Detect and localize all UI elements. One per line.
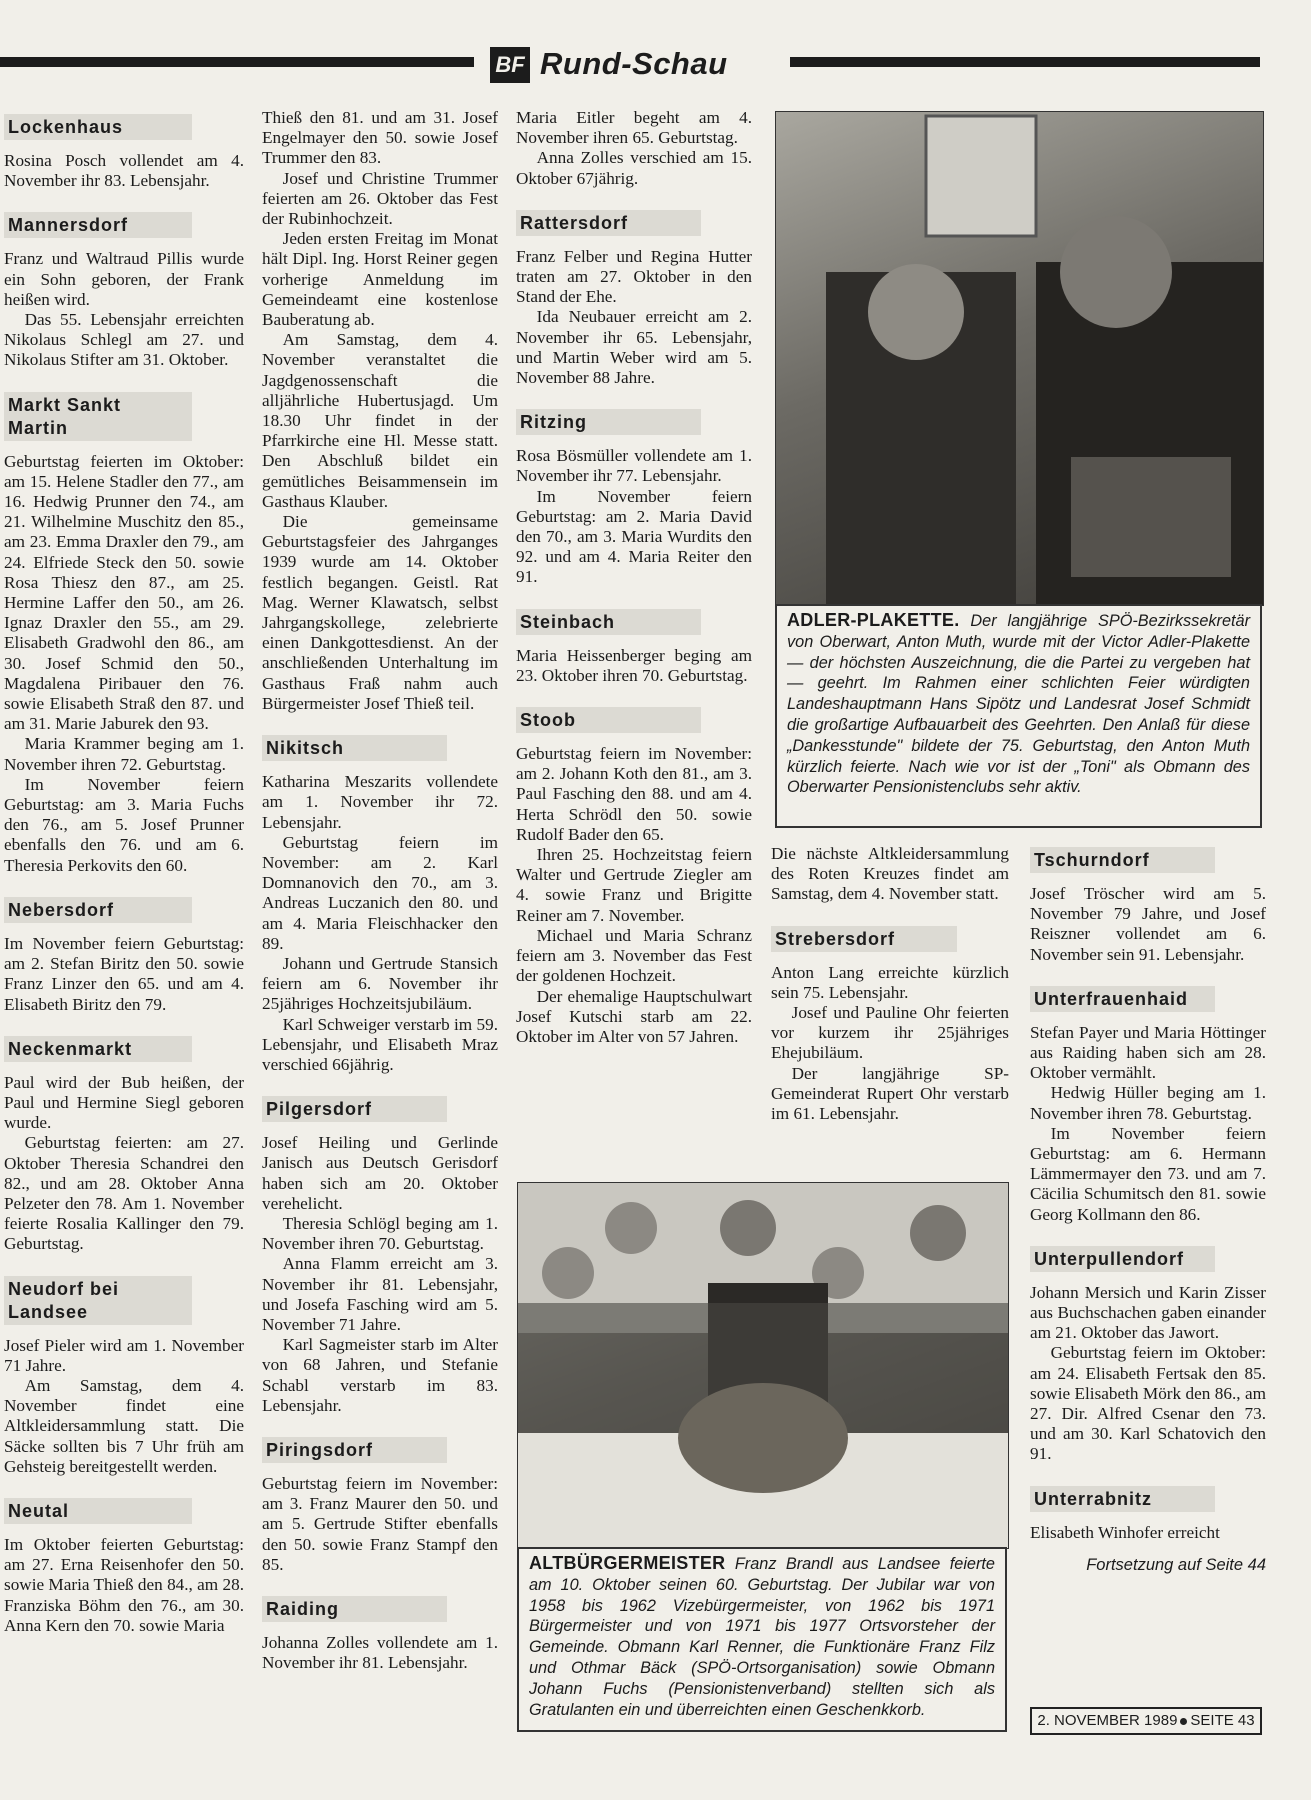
section-heading: Neckenmarkt	[4, 1036, 192, 1062]
bf-logo: BF	[490, 47, 530, 83]
photo-adler-plakette-image	[776, 112, 1263, 605]
article-paragraph: Maria Eitler begeht am 4. November ihren 65. Geburtstag.	[516, 108, 752, 148]
masthead-rule-left	[0, 57, 474, 67]
section-heading: Piringsdorf	[262, 1437, 447, 1463]
column-5	[1030, 847, 1266, 1575]
section-heading: Neudorf bei Landsee	[4, 1276, 192, 1325]
column-2	[262, 108, 498, 1673]
section-heading: Pilgersdorf	[262, 1096, 447, 1122]
article-paragraph: Michael und Maria Schranz feiern am 3. November das Fest der goldenen Hochzeit.	[516, 925, 752, 986]
article-paragraph: Das 55. Lebensjahr erreichten Nikolaus Schlegl am 27. und Nikolaus Stifter am 31. Oktober.	[4, 310, 244, 370]
section-heading: Ritzing	[516, 409, 701, 435]
masthead-rule-right	[790, 57, 1260, 67]
article-paragraph: Franz und Waltraud Pillis wurde ein Sohn geboren, der Frank heißen wird.	[4, 249, 244, 309]
article-paragraph: Geburtstag feiern im November: am 2. Johann Koth den 81., am 3. Paul Fasching den 88. und am 4. Herta Schrödl den 50. sowie Rudolf Bader den 65.	[516, 744, 752, 844]
caption-adler-text: Der langjährige SPÖ-Bezirkssekretär von Oberwart, Anton Muth, wurde mit der Victor Adler-Plakette — der höchsten Auszeichnung, die die Partei zu vergeben hat — geehrt. Im Rahmen einer schlichten Feier würdigten Landeshauptmann Hans Sipötz und Landesrat Josef Schmidt die großartige Aufbauarbeit des Geehrten. Den Anlaß für diese „Dankesstunde" bildete der 75. Geburtstag, den Anton Muth kürzlich feierte. Nach wie vor ist der „Toni" als Obmann des Oberwarter Pensionistenclubs sehr aktiv.	[787, 612, 1250, 797]
article-paragraph: Im November feiern Geburtstag: am 2. Stefan Biritz den 50. sowie Franz Linzer den 65. und am 4. Elisabeth Biritz den 79.	[4, 933, 244, 1014]
article-paragraph: Hedwig Hüller beging am 1. November ihren 78. Geburtstag.	[1030, 1083, 1266, 1123]
footer-bullet	[1180, 1718, 1187, 1725]
section-heading: Mannersdorf	[4, 212, 192, 238]
article-paragraph: Franz Felber und Regina Hutter traten am 27. Oktober in den Stand der Ehe.	[516, 246, 752, 307]
article-paragraph: Anna Zolles verschied am 15. Oktober 67jährig.	[516, 148, 752, 188]
article-paragraph: Der langjährige SP-Gemeinderat Rupert Ohr verstarb im 61. Lebensjahr.	[771, 1063, 1009, 1124]
article-paragraph: Geburtstag feiern im November: am 2. Karl Domnanovich den 70., am 3. Andreas Luczanich den 80. und am 4. Maria Fleischhacker den 89.	[262, 832, 498, 953]
article-paragraph: Die gemeinsame Geburtstagsfeier des Jahrganges 1939 wurde am 14. Oktober festlich begangen. Geistl. Rat Mag. Werner Klawatsch, selbst Jahrgangskollege, zelebrierte einen Dankgottesdienst. An der anschließenden Unterhaltung im Gasthaus Fraß nahm auch Bürgermeister Josef Thieß teil.	[262, 512, 498, 713]
article-paragraph: Am Samstag, dem 4. November veranstaltet die Jagdgenossenschaft die alljährliche Hubertusjagd. Um 18.30 Uhr findet in der Pfarrkirche eine Hl. Messe statt. Den Abschluß bildet ein gemütliches Beisammensein im Gasthaus Klauber.	[262, 330, 498, 511]
caption-adler-plakette	[775, 604, 1262, 828]
article-paragraph: Josef Heiling und Gerlinde Janisch aus Deutsch Gerisdorf haben sich am 20. Oktober verehelicht.	[262, 1133, 498, 1213]
photo-adler-plakette	[775, 111, 1264, 606]
continued-note: Fortsetzung auf Seite 44	[1086, 1555, 1266, 1574]
article-paragraph: Paul wird der Bub heißen, der Paul und Hermine Siegl geboren wurde.	[4, 1072, 244, 1133]
column-1	[4, 114, 244, 1636]
article-paragraph: Geburtstag feiern im November: am 3. Franz Maurer den 50. und am 5. Gertrude Stifter ebenfalls den 50. sowie Franz Stampf den 85.	[262, 1473, 498, 1574]
article-paragraph: Karl Sagmeister starb im Alter von 68 Jahren, und Stefanie Schabl verstarb im 83. Lebensjahr.	[262, 1335, 498, 1415]
article-paragraph: Josef und Pauline Ohr feierten vor kurzem ihr 25jähriges Ehejubiläum.	[771, 1003, 1009, 1063]
article-paragraph: Josef Tröscher wird am 5. November 79 Jahre, und Josef Reiszner vollendet am 6. November sein 91. Lebensjahr.	[1030, 884, 1266, 964]
section-heading: Tschurndorf	[1030, 847, 1215, 873]
article-paragraph: Elisabeth Winhofer erreicht	[1030, 1522, 1220, 1542]
article-paragraph: Karl Schweiger verstarb im 59. Lebensjahr, und Elisabeth Mraz verschied 66jährig.	[262, 1014, 498, 1074]
section-heading: Neutal	[4, 1498, 192, 1524]
article-paragraph: Ida Neubauer erreicht am 2. November ihr 65. Lebensjahr, und Martin Weber wird am 5. November 88 Jahre.	[516, 307, 752, 388]
article-paragraph: Ihren 25. Hochzeitstag feiern Walter und Gertrude Ziegler am 4. sowie Franz und Brigitte Reiner am 7. November.	[516, 845, 752, 925]
photo-altbuergermeister	[517, 1182, 1009, 1549]
article-paragraph: Anna Flamm erreicht am 3. November ihr 81. Lebensjahr, und Josefa Fasching wird am 5. November 71 Jahre.	[262, 1254, 498, 1334]
article-paragraph: Josef und Christine Trummer feierten am 26. Oktober das Fest der Rubinhochzeit.	[262, 168, 498, 229]
article-paragraph: Jeden ersten Freitag im Monat hält Dipl. Ing. Horst Reiner gegen vorherige Anmeldung im Gemeindeamt eine kostenlose Bauberatung ab.	[262, 229, 498, 330]
article-paragraph: Thieß den 81. und am 31. Josef Engelmayer den 50. sowie Josef Trummer den 83.	[262, 108, 498, 168]
section-title: Rund-Schau	[540, 46, 728, 81]
article-paragraph: Geburtstag feierten: am 27. Oktober Theresia Schandrei den 82., und am 28. Oktober Anna Pelzeter den 78. Am 1. November feierte Rosalia Kallinger den 79. Geburtstag.	[4, 1133, 244, 1254]
article-paragraph: Rosa Bösmüller vollendete am 1. November ihr 77. Lebensjahr.	[516, 446, 752, 486]
footer-date: 2. NOVEMBER 1989	[1037, 1712, 1178, 1729]
article-paragraph: Geburtstag feiern im Oktober: am 24. Elisabeth Fertsak den 85. sowie Elisabeth Mörk den 86., am 27. Dir. Alfred Csenar den 73. und am 30. Karl Schatovich den 91.	[1030, 1343, 1266, 1464]
section-heading: Lockenhaus	[4, 114, 192, 140]
article-paragraph: Stefan Payer und Maria Höttinger aus Raiding haben sich am 28. Oktober vermählt.	[1030, 1022, 1266, 1083]
article-paragraph: Im November feiern Geburtstag: am 6. Hermann Lämmermayer den 73. und am 7. Cäcilia Schumitsch den 81. sowie Georg Kollmann den 86.	[1030, 1123, 1266, 1224]
section-heading: Nebersdorf	[4, 897, 192, 923]
section-heading: Unterrabnitz	[1030, 1486, 1215, 1512]
section-heading: Rattersdorf	[516, 210, 701, 236]
caption-adler-kicker: ADLER-PLAKETTE.	[787, 610, 960, 630]
section-heading: Markt Sankt Martin	[4, 392, 192, 441]
article-paragraph: Johann und Gertrude Stansich feiern am 6. November ihr 25jähriges Hochzeitsjubiläum.	[262, 953, 498, 1014]
footer-page: SEITE 43	[1190, 1712, 1255, 1729]
article-paragraph: Die nächste Altkleidersammlung des Roten Kreuzes findet am Samstag, dem 4. November statt.	[771, 844, 1009, 904]
article-paragraph: Im November feiern Geburtstag: am 3. Maria Fuchs den 76., am 5. Josef Prunner ebenfalls den 76. und am 6. Theresia Perkovits den 60.	[4, 774, 244, 875]
article-paragraph: Anton Lang erreichte kürzlich sein 75. Lebensjahr.	[771, 962, 1009, 1002]
article-paragraph: Am Samstag, dem 4. November findet eine Altkleidersammlung statt. Die Säcke sollten bis 7 Uhr früh am Gehsteig bereitgestellt werden.	[4, 1375, 244, 1476]
article-paragraph: Maria Heissenberger beging am 23. Oktober ihren 70. Geburtstag.	[516, 645, 752, 685]
article-paragraph: Johanna Zolles vollendete am 1. November ihr 81. Lebensjahr.	[262, 1633, 498, 1673]
article-paragraph: Johann Mersich und Karin Zisser aus Buchschachen gaben einander am 21. Oktober das Jawort.	[1030, 1282, 1266, 1343]
article-paragraph: Im November feiern Geburtstag: am 2. Maria David den 70., am 3. Maria Wurdits den 92. und am 4. Maria Reiter den 91.	[516, 486, 752, 587]
article-paragraph: Im Oktober feierten Geburtstag: am 27. Erna Reisenhofer den 50. sowie Maria Thieß den 84., am 28. Franziska Böhm den 76., am 30. Anna Kern den 70. sowie Maria	[4, 1534, 244, 1635]
article-paragraph: Theresia Schlögl beging am 1. November ihren 70. Geburtstag.	[262, 1213, 498, 1254]
article-paragraph: Katharina Meszarits vollendete am 1. November ihr 72. Lebensjahr.	[262, 772, 498, 832]
section-heading: Unterpullendorf	[1030, 1246, 1215, 1272]
section-heading: Nikitsch	[262, 735, 447, 761]
article-paragraph: Josef Pieler wird am 1. November 71 Jahre.	[4, 1335, 244, 1375]
column-4	[771, 844, 1009, 1124]
page-footer	[1030, 1707, 1262, 1735]
caption-altbuergermeister	[517, 1547, 1007, 1732]
article-paragraph: Der ehemalige Hauptschulwart Josef Kutschi starb am 22. Oktober im Alter von 57 Jahren.	[516, 986, 752, 1046]
section-heading: Unterfrauenhaid	[1030, 986, 1215, 1012]
photo-altbuergermeister-image	[518, 1183, 1008, 1548]
article-paragraph: Maria Krammer beging am 1. November ihren 72. Geburtstag.	[4, 734, 244, 774]
section-heading: Steinbach	[516, 609, 701, 635]
section-heading: Strebersdorf	[771, 926, 957, 952]
caption-altbuergermeister-text: Franz Brandl aus Landsee feierte am 10. Oktober seinen 60. Geburtstag. Der Jubilar war von 1958 bis 1962 Vizebürgermeister, von 1962 bis 1971 Bürgermeister und von 1971 bis 1977 Ortsvorsteher der Gemeinde. Obmann Karl Renner, die Funktionäre Franz Filz und Othmar Bäck (SPÖ-Ortsorganisation) sowie Obmann Johann Fuchs (Pensionistenverband) stellten sich als Gratulanten ein und überreichten einen Geschenkkorb.	[529, 1555, 995, 1719]
section-heading: Stoob	[516, 707, 701, 733]
article-paragraph: Rosina Posch vollendet am 4. November ihr 83. Lebensjahr.	[4, 151, 244, 191]
section-heading: Raiding	[262, 1596, 447, 1622]
article-paragraph: Geburtstag feierten im Oktober: am 15. Helene Stadler den 77., am 16. Hedwig Prunner den 74., am 21. Wilhelmine Muschitz den 85., am 23. Emma Draxler den 79., am 24. Elfriede Steck den 50. sowie Rosa Thiesz den 87., am 25. Hermine Laffer den 50., am 26. Ignaz Draxler den 55., am 29. Elisabeth Gradwohl den 86., am 30. Josef Schmid den 50., Magdalena Piribauer den 76. sowie Elisabeth Straß den 87. und am 31. Marie Jaburek den 93.	[4, 451, 244, 734]
column-3	[516, 108, 752, 1047]
caption-altbuergermeister-kicker: ALTBÜRGERMEISTER	[529, 1553, 726, 1573]
